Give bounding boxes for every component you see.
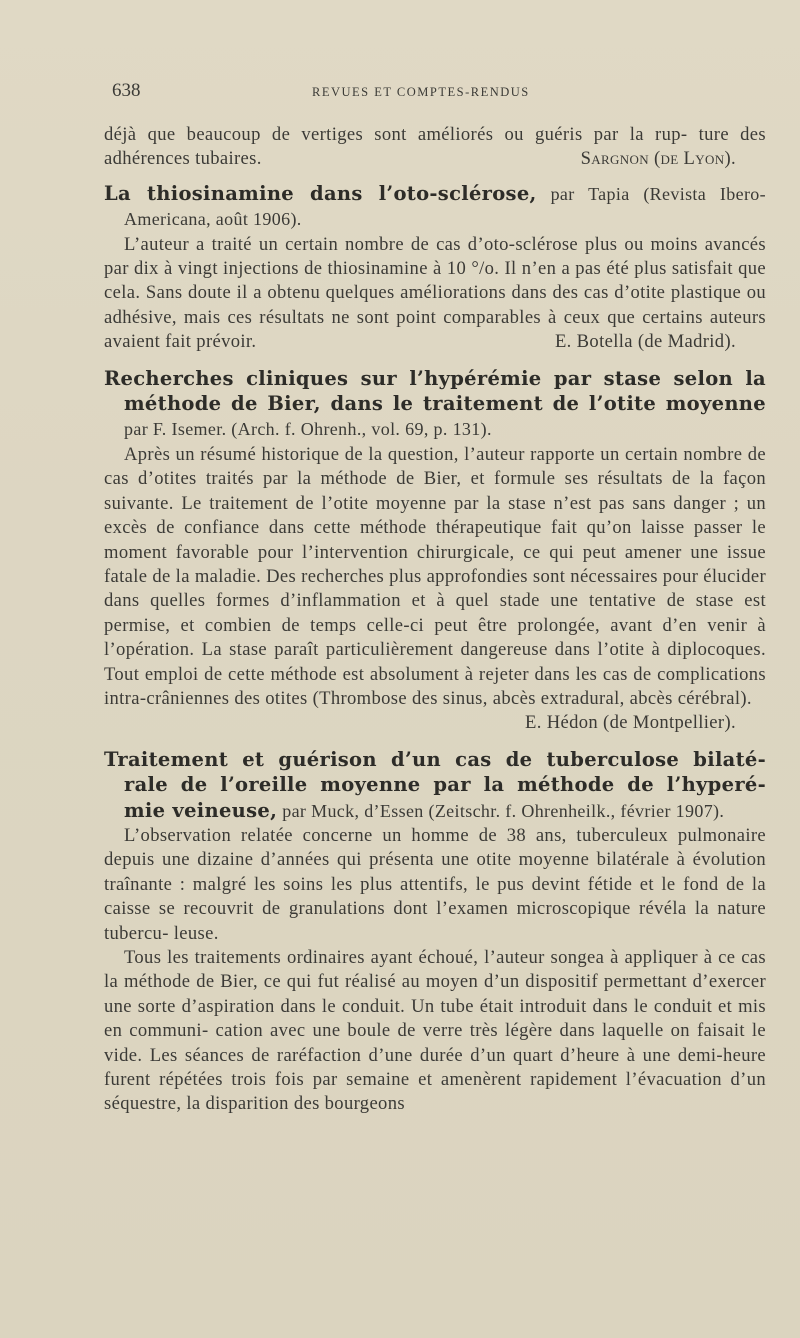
article-2-title: Recherches cliniques sur l’hypérémie par stase selon la méthode de Bier, dans le traitement de l’otite moyenne <box>104 366 766 416</box>
article-1-title: La thiosinamine dans l’oto-sclérose, <box>104 181 537 205</box>
intro-paragraph <box>104 123 766 172</box>
article-3-paragraph-1: L’observation relatée concerne un homme de 38 ans, tuberculeux pulmonaire depuis une dizaine d’années qui présenta une otite moyenne bilatérale à évolution traînante : malgré les soins les plus attentifs, le pus devint fétide et le fond de la caisse se recouvrit de granulations dont l’examen microscopique révéla la nature tubercu- leuse. <box>104 824 766 944</box>
article-3-title: Traitement et guérison d’un cas de tuberculose bilaté- rale de l’oreille moyenne par la méthode de l’hyperé- mie veineuse, <box>104 747 766 822</box>
article-2 <box>104 367 766 736</box>
running-title: REVUES ET COMPTES-RENDUS <box>312 85 530 99</box>
article-1 <box>104 182 766 355</box>
article-1-ref: par Tapia (Revista Ibero-Americana, août 1906). <box>124 183 766 230</box>
page-body <box>104 123 766 1117</box>
intro-text: déjà que beaucoup de vertiges sont améliorés ou guéris par la rup- ture des adhérences tubaires. <box>104 124 766 170</box>
article-2-paragraph <box>104 443 766 736</box>
article-2-text: Après un résumé historique de la question, l’auteur rapporte un certain nombre de cas d’otites traités par la méthode de Bier, et formule ses résultats de la façon suivante. Le traitement de l’otite moyenne par la stase n’est pas sans danger ; un excès de confiance dans cette méthode thérapeutique fait qu’on laisse passer le moment favorable pour l’intervention chirurgicale, ce qui peut amener une issue fatale de la maladie. Des recherches plus approfondies sont nécessaires pour élucider dans quelles formes d’inflammation et à quel stade une tentative de stase est permise, et combien de temps celle-ci peut être prolongée, avant d’en venir à l’opération. La stase paraît particulièrement dangereuse dans l’otite à diplocoques. Tout emploi de cette méthode est absolument à rejeter dans les cas de complications intra-crâniennes des otites (Thrombose des sinus, abcès extradural, abcès cérébral). <box>104 443 766 709</box>
article-1-paragraph <box>104 233 766 355</box>
article-3 <box>104 748 766 1117</box>
article-1-text: L’auteur a traité un certain nombre de cas d’oto-sclérose plus ou moins avancés par dix à vingt injections de thiosinamine à 10 °/o. Il n’en a pas été plus satisfait que cela. Sans doute il a obtenu quelques améliorations dans des cas d’otite plastique ou adhésive, mais ces résultats ne sont point comparables à ceux que certains auteurs avaient fait prévoir. <box>104 233 766 353</box>
intro-signature: Sargnon (de Lyon). <box>580 148 736 170</box>
article-2-signature: E. Hédon (de Montpellier). <box>525 712 736 734</box>
article-2-ref: par F. Isemer. (Arch. f. Ohrenh., vol. 69, p. 131). <box>124 419 492 440</box>
article-3-ref: par Muck, d’Essen (Zeitschr. f. Ohrenheilk., février 1907). <box>282 800 725 821</box>
article-3-paragraph-2: Tous les traitements ordinaires ayant échoué, l’auteur songea à appliquer à ce cas la méthode de Bier, ce qui fut réalisé au moyen d’un dispositif permettant d’exercer une sorte d’aspiration dans le conduit. Un tube était introduit dans le conduit et mis en communi- cation avec une boule de verre très légère dans laquelle on faisait le vide. Les séances de raréfaction d’une durée d’un quart d’heure à une demi-heure furent répétées trois fois par semaine et amenèrent rapidement l’évacuation d’un séquestre, la disparition des bourgeons <box>104 947 766 1115</box>
page-header <box>112 80 767 110</box>
article-1-signature: E. Botella (de Madrid). <box>554 331 736 353</box>
page-number: 638 <box>112 80 141 101</box>
